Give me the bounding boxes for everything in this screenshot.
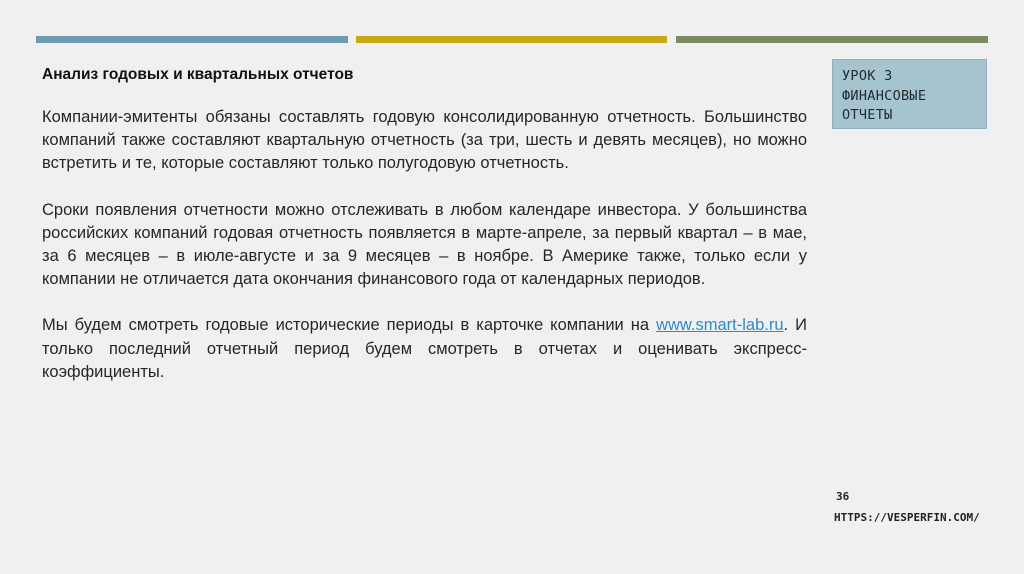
paragraph-3 — [42, 314, 807, 384]
page-number: 36 — [836, 490, 850, 503]
smart-lab-link[interactable]: www.smart-lab.ru — [656, 316, 784, 335]
paragraph-3-text-start: Мы будем смотреть годовые исторические периоды в карточке компании на — [42, 316, 657, 335]
header-bar-yellow — [356, 36, 667, 43]
header-bar-blue — [36, 36, 348, 43]
paragraph-3-text-end: . И только последний отчетный период будем смотреть в отчетах и оценивать экспресс-коэффициенты. — [42, 316, 807, 381]
paragraph-1: Компании-эмитенты обязаны составлять годовую консолидированную отчетность. Большинство компаний также составляют квартальную отчетность (за три, шесть и девять месяцев), но можно встретить и те, которые составляют только полугодовую отчетность. — [42, 108, 807, 173]
slide-title: Анализ годовых и квартальных отчетов — [42, 66, 354, 83]
header-bar-green — [676, 36, 988, 43]
lesson-label-line-1: УРОК 3 — [842, 68, 893, 84]
lesson-label-line-3: ОТЧЕТЫ — [842, 107, 893, 123]
lesson-label-box — [832, 59, 987, 129]
footer-website: HTTPS://VESPERFIN.COM/ — [834, 511, 980, 524]
main-content — [42, 66, 807, 407]
lesson-label-line-2: ФИНАНСОВЫЕ — [842, 87, 927, 104]
paragraph-2: Сроки появления отчетности можно отслеживать в любом календаре инвестора. У большинства российских компаний годовая отчетность появляется в марте-апреле, за первый квартал – в мае, за 6 месяцев – в июле-августе и за 9 месяцев – в ноябре. В Америке также, только если у компании не отличается дата окончания финансового года от календарных периодов. — [42, 200, 807, 289]
